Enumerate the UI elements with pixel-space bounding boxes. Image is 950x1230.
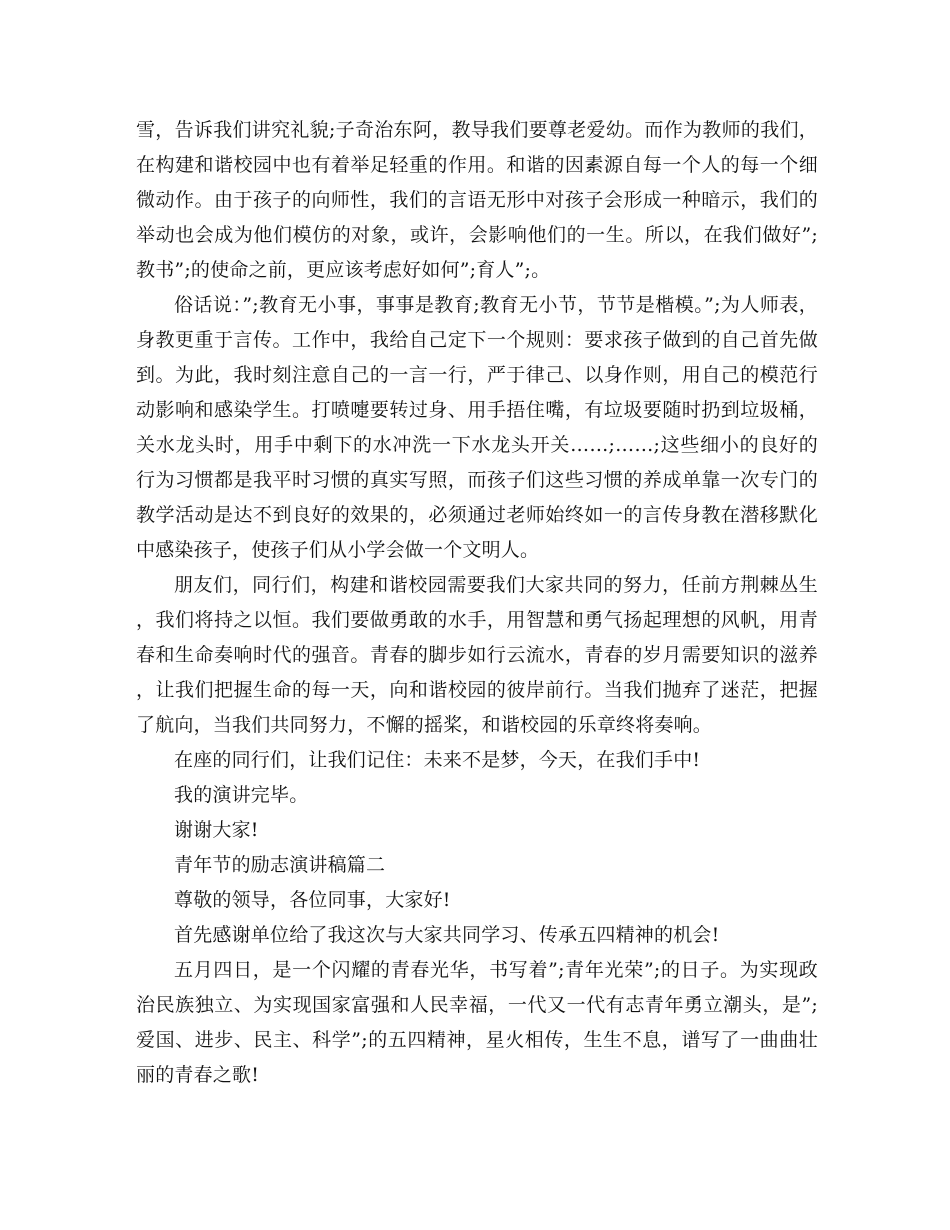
body-paragraph-5: 我的演讲完毕。 [174, 784, 309, 806]
body-paragraph-3: 朋友们，同行们，构建和谐校园需要我们大家共同的努力，任前方荆棘丛生，我们将持之以恒。我们要做勇敢的水手，用智慧和勇气扬起理想的风帆，用青春和生命奏响时代的强音。青春的脚步如行云流水，青春的岁月需要知识的滋养，让我们把握生命的每一天，向和谐校园的彼岸前行。当我们抛弃了迷茫，把握了航向，当我们共同努力，不懈的摇桨，和谐校园的乐章终将奏响。 [136, 574, 818, 736]
body-paragraph-1: 雪，告诉我们讲究礼貌;子奇治东阿，教导我们要尊老爱幼。而作为教师的我们，在构建和谐校园中也有着举足轻重的作用。和谐的因素源自每一个人的每一个细微动作。由于孩子的向师性，我们的言语无形中对孩子会形成一种暗示，我们的举动也会成为他们模仿的对象，或许，会影响他们的一生。所以，在我们做好”;教书”;的使命之前，更应该考虑好如何”;育人”;。 [136, 119, 818, 281]
body-paragraph-8: 五月四日，是一个闪耀的青春光华，书写着”;青年光荣”;的日子。为实现政治民族独立、为实现国家富强和人民幸福，一代又一代有志青年勇立潮头，是”;爱国、进步、民主、科学”;的五四精神，星火相传，生生不息，谱写了一曲曲壮丽的青春之歌! [136, 959, 818, 1086]
body-paragraph-6: 谢谢大家! [174, 819, 259, 841]
salutation: 尊敬的领导，各位同事，大家好! [174, 889, 451, 911]
body-paragraph-2: 俗话说：”;教育无小事，事事是教育;教育无小节，节节是楷模。”;为人师表，身教更重于言传。工作中，我给自己定下一个规则：要求孩子做到的自己首先做到。为此，我时刻注意自己的一言一行，严于律己、以身作则，用自己的模范行动影响和感染学生。打喷嚏要转过身、用手捂住嘴，有垃圾要随时扔到垃圾桶，关水龙头时，用手中剩下的水冲洗一下水龙头开关……;……;这些细小的良好的行为习惯都是我平时习惯的真实写照，而孩子们这些习惯的养成单靠一次专门的教学活动是达不到良好的效果的，必须通过老师始终如一的言传身教在潜移默化中感染孩子，使孩子们从小学会做一个文明人。 [136, 294, 818, 561]
body-paragraph-4: 在座的同行们，让我们记住：未来不是梦，今天，在我们手中! [174, 749, 701, 771]
body-paragraph-7: 首先感谢单位给了我这次与大家共同学习、传承五四精神的机会! [174, 924, 720, 946]
document-body [136, 113, 818, 1093]
section-title: 青年节的励志演讲稿篇二 [174, 854, 386, 876]
